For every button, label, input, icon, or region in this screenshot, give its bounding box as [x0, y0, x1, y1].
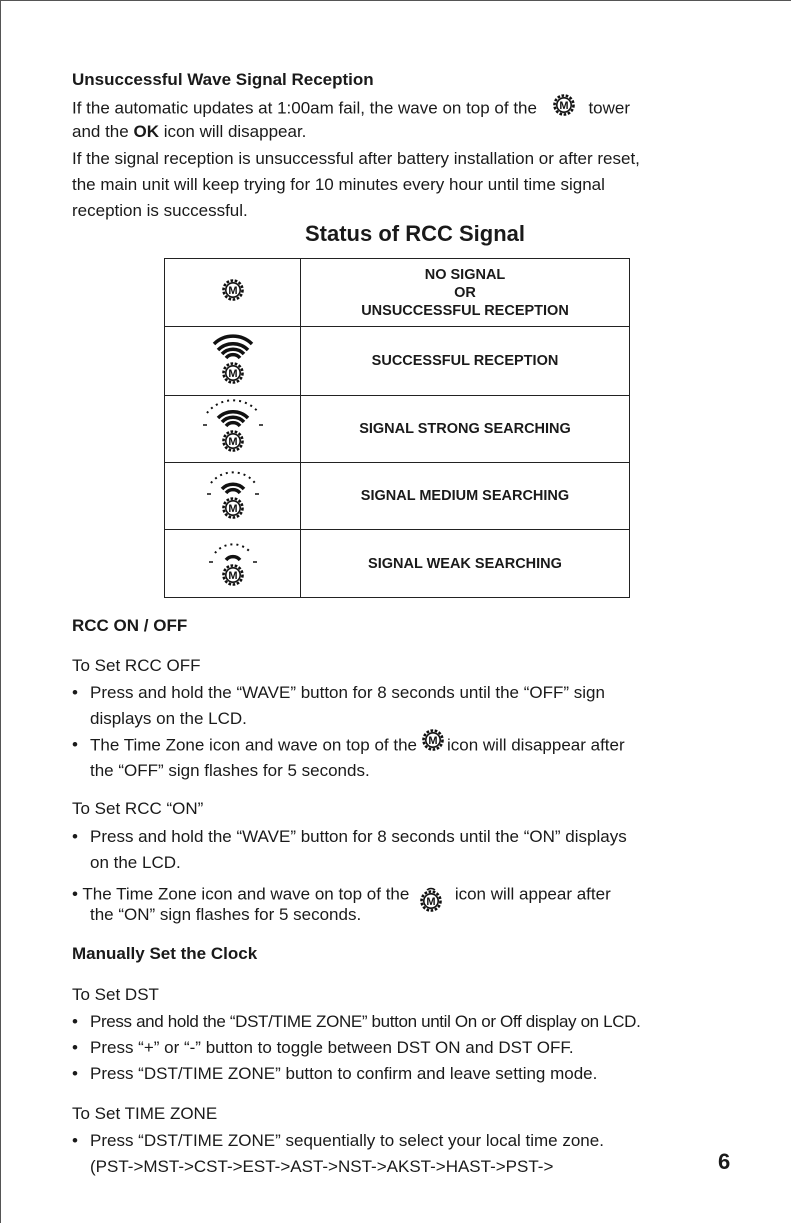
table-row [165, 327, 630, 396]
bullet-text: the “OFF” sign flashes for 5 seconds. [90, 761, 370, 780]
tower-m-icon-weak-search [198, 533, 268, 589]
bullet-text: Press and hold the “DST/TIME ZONE” button until On or Off display on LCD. [90, 1012, 641, 1031]
bullet-text: Press and hold the “WAVE” button for 8 seconds until the “OFF” sign [90, 683, 605, 702]
status-label: SUCCESSFUL RECEPTION [301, 327, 630, 396]
text-span: icon will disappear. [163, 122, 307, 141]
table-row [165, 463, 630, 530]
status-label [301, 259, 630, 327]
icon-cell [165, 259, 301, 327]
tower-m-icon-strong-search [198, 399, 268, 455]
paragraph-line: the main unit will keep trying for 10 minutes every hour until time signal [72, 175, 605, 194]
bullet-dot: • [72, 1038, 78, 1057]
bullet-text: Press and hold the “WAVE” button for 8 seconds until the “ON” displays [90, 827, 627, 846]
paragraph-line: reception is successful. [72, 201, 248, 220]
section-heading-rcc: RCC ON / OFF [72, 616, 188, 635]
status-label: SIGNAL STRONG SEARCHING [301, 396, 630, 463]
bullet-dot: • [72, 1064, 78, 1083]
bullet-dot: • [72, 1131, 78, 1150]
bullet-text: Press “+” or “-” button to toggle between DST ON and DST OFF. [90, 1038, 574, 1057]
page-number: 6 [718, 1149, 731, 1174]
tower-m-icon-full-wave [208, 331, 258, 387]
icon-cell [165, 396, 301, 463]
bullet-text: displays on the LCD. [90, 709, 247, 728]
table-row [165, 530, 630, 598]
text-span: If the automatic updates at 1:00am fail, the wave on top of the [72, 98, 537, 118]
bullet-text: on the LCD. [90, 853, 181, 872]
icon-cell [165, 327, 301, 396]
text-span: The Time Zone icon and wave on top of the [90, 735, 417, 755]
table-row [165, 259, 630, 327]
tower-m-icon [552, 93, 576, 125]
bullet-dot: • [72, 827, 78, 846]
subheading-dst: To Set DST [72, 985, 159, 1004]
bullet-text: Press “DST/TIME ZONE” sequentially to select your local time zone. [90, 1131, 604, 1150]
bullet-text: Press “DST/TIME ZONE” button to confirm and leave setting mode. [90, 1064, 598, 1083]
tower-m-icon [421, 728, 445, 760]
status-label: SIGNAL MEDIUM SEARCHING [301, 463, 630, 530]
bullet-text: • The Time Zone icon and wave on top of the [72, 884, 410, 904]
icon-cell [165, 530, 301, 598]
rcc-status-table [164, 258, 630, 598]
subheading-rcc-on: To Set RCC “ON” [72, 799, 204, 818]
bullet-text [90, 732, 625, 760]
bullet-dot: • [72, 1012, 78, 1031]
tower-m-icon [418, 884, 444, 922]
subheading-rcc-off: To Set RCC OFF [72, 656, 201, 675]
table-row [165, 396, 630, 463]
bullet-dot: • [72, 735, 78, 754]
paragraph-line: If the signal reception is unsuccessful after battery installation or after reset, [72, 149, 640, 168]
text-span: icon will disappear after [446, 735, 625, 755]
label-line: NO SIGNAL [424, 266, 506, 283]
bullet-text: the “ON” sign flashes for 5 seconds. [90, 905, 362, 924]
text-span: tower [588, 98, 631, 118]
status-label: SIGNAL WEAK SEARCHING [301, 530, 630, 598]
tower-m-icon-medium-search [198, 466, 268, 522]
label-line: OR [454, 284, 476, 301]
ok-label: OK [133, 122, 159, 141]
label-line: UNSUCCESSFUL RECEPTION [361, 302, 569, 319]
section-heading-clock: Manually Set the Clock [72, 944, 258, 963]
bullet-text: (PST->MST->CST->EST->AST->NST->AKST->HAST->PST-> [90, 1157, 554, 1176]
subheading-timezone: To Set TIME ZONE [72, 1104, 218, 1123]
table-title: Status of RCC Signal [305, 221, 526, 246]
icon-cell [165, 463, 301, 530]
paragraph-line [72, 119, 306, 145]
text-span: icon will appear after [454, 884, 611, 904]
text-span: and the [72, 122, 129, 141]
tower-m-icon-no-signal [213, 270, 253, 310]
bullet-dot: • [72, 683, 78, 702]
section-heading-unsuccessful: Unsuccessful Wave Signal Reception [72, 70, 374, 89]
